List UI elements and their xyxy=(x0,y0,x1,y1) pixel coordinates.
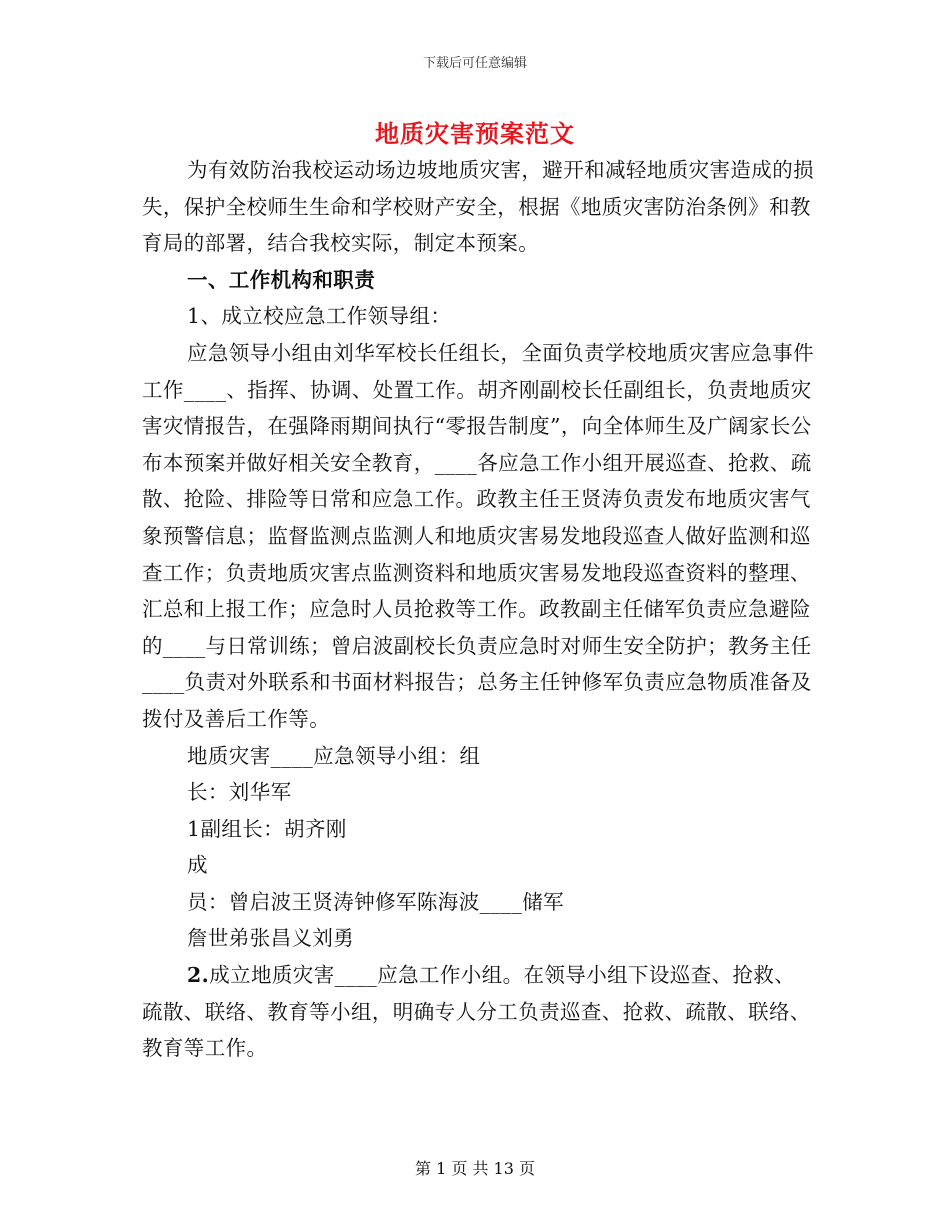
item-1-heading: 1、成立校应急工作领导组： xyxy=(187,304,452,329)
page-footer: 第 1 页 共 13 页 xyxy=(415,1159,535,1178)
responsibility-paragraph: 应急领导小组由刘华军校长任组长，全面负责学校地质灾害应急事件工作____、指挥、协调、处置工作。胡齐刚副校长任副组长，负责地质灾害灾情报告，在强降雨期间执行“零报告制度”，向全体师生及广阔家长公布本预案并做好相关安全教育，____各应急工作小组开展巡查、抢救、疏散、抢险、排险等日常和应急工作。政教主任王贤涛负责发布地质灾害气象预警信息；监督监测点监测人和地质灾害易发地段巡查人做好监测和巡查工作；负责地质灾害点监测资料和地质灾害易发地段巡查资料的整理、汇总和上报工作；应急时人员抢救等工作。政教副主任储军负责应急避险的____与日常训练；曾启波副校长负责应急时对师生安全防护；教务主任____负责对外联系和书面材料报告；总务主任钟修军负责应急物质准备及拨付及善后工作等。 xyxy=(142,340,814,731)
header-note: 下载后可任意编辑 xyxy=(422,56,527,71)
members-line-2: 詹世弟张昌义刘勇 xyxy=(187,926,355,951)
document-body xyxy=(142,152,814,1067)
document-title: 地质灾害预案范文 xyxy=(375,119,575,148)
members-label-line: 成 xyxy=(187,853,208,878)
leader-line: 长：刘华军 xyxy=(187,780,292,805)
deputy-leader-line: 1副组长：胡齐刚 xyxy=(187,816,347,841)
members-line-1: 员：曾启波王贤涛钟修军陈海波____储军 xyxy=(187,889,564,914)
item-2-paragraph xyxy=(142,957,814,1067)
item-2-text: 成立地质灾害____应急工作小组。在领导小组下设巡查、抢救、疏散、联络、教育等小组，明确专人分工负责巡查、抢救、疏散、联络、教育等工作。 xyxy=(142,963,811,1061)
leadership-group-line: 地质灾害____应急领导小组：组 xyxy=(187,743,481,768)
section-heading-1: 一、工作机构和职责 xyxy=(187,267,376,292)
item-2-number: 2. xyxy=(187,963,210,988)
intro-paragraph: 为有效防治我校运动场边坡地质灾害，避开和减轻地质灾害造成的损失，保护全校师生生命和学校财产安全，根据《地质灾害防治条例》和教育局的部署，结合我校实际，制定本预案。 xyxy=(142,158,814,256)
